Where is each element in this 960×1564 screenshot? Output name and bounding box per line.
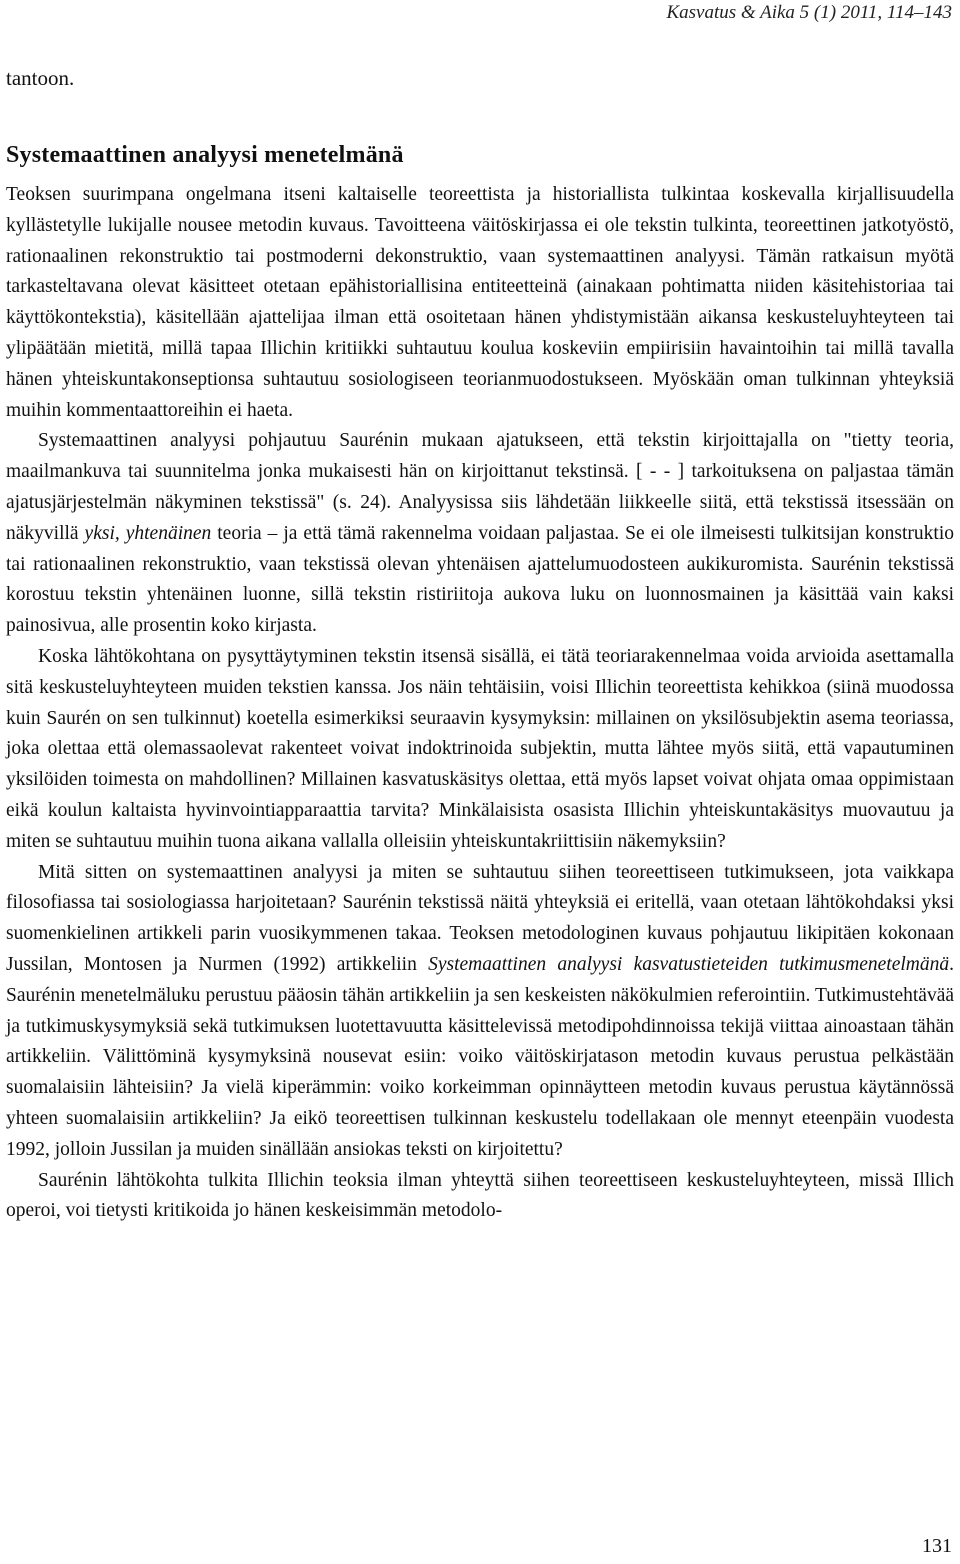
paragraph-4 xyxy=(6,858,954,1166)
paragraph-2-part-a: Systemaattinen analyysi pohjautuu Saurénin mukaan ajatukseen, että tekstin kirjoittajalla on "tietty teoria, maailmankuva tai suunnitelma jonka mukaisesti hän on kirjoittanut tekstinsä. [ - - ] tarkoituksena on paljastaa tämän ajatusjärjestelmän näkyminen tekstissä" (s. 24). Analyysissa siis lähdetään liikkeelle siitä, että tekstissä itsessään on näkyvillä xyxy=(6,430,954,544)
paragraph-4-part-b: . Saurénin menetelmäluku perustuu pääosin tähän artikkeliin ja sen keskeisten näkökulmien referointiin. Tutkimustehtävää ja tutkimuskysymyksiä sekä tutkimuksen luotettavuutta käsittelevissä metodipohdinnoissa tekijä viittaa ainoastaan tähän artikkeliin. Välittöminä kysymyksinä nousevat esiin: voiko väitöskirjatason metodin kuvaus perustua pelkästään suomalaisiin lähteisiin? Ja vielä kiperämmin: voiko korkeimman opinnäytteen metodin kuvaus perustua käytännössä yhteen suomalaisiin artikkeliin? Ja eikö teoreettisen tulkinnan keskustelu todellakaan ole mennyt eteenpäin vuodesta 1992, jolloin Jussilan ja muiden sinällään ansiokas teksti on kirjoitettu? xyxy=(6,953,954,1160)
section-heading: Systemaattinen analyysi menetelmänä xyxy=(6,142,404,168)
paragraph-1: Teoksen suurimpana ongelmana itseni kaltaiselle teoreettista ja historiallista tulkintaa koskevalla kirjallisuudella kyllästetylle lukijalle nousee metodin kuvaus. Tavoitteena väitöskirjassa ei ole tekstin tulkinta, teoreettinen jatkotyöstö, rationaalinen rekonstruktio tai postmoderni dekonstruktio, vaan systemaattinen analyysi. Tämän ratkaisun myötä tarkasteltavana olevat käsitteet otetaan epähistoriallisina entiteetteinä (ainakaan pohtimatta niiden käsitehistoriaa tai käyttökontekstia), käsitellään ajattelijaa ilman että osoitetaan hänen yhdistymistään aikansa keskusteluyhteyteen tai ylipäätään mietitä, millä tapaa Illichin kritiikki suhtautuu koulua koskeviin empiirisiin havaintoihin tai millä tavalla hänen yhteiskuntakonseptionsa suhtautuu sosiologiseen teorianmuodostukseen. Myöskään oman tulkinnan yhteyksiä muihin kommentaattoreihin ei haeta. xyxy=(6,184,954,421)
cited-article-title: Systemaattinen analyysi kasvatustieteiden tutkimusmenetelmänä xyxy=(428,953,950,975)
paragraph-5: Saurénin lähtökohta tulkita Illichin teoksia ilman yhteyttä siihen teoreettiseen keskusteluyhteyteen, missä Illich operoi, voi tietysti kritikoida jo hänen keskeisimmän metodolo- xyxy=(6,1169,954,1222)
page-number: 131 xyxy=(922,1535,952,1557)
continued-text: tantoon. xyxy=(6,66,75,90)
emphasis-text: yksi, yhtenäinen xyxy=(84,522,212,544)
paragraph-2-part-b: teoria – ja että tämä rakennelma voidaan paljastaa. Se ei ole ilmeisesti tulkitsijan konstruktio tai rationaalinen rekonstruktio, vaan tekstissä olevan yhtenäisen ajattelumuodosteen aukikuromista. Saurénin tekstissä korostuu tekstin yhtenäinen luonne, sillä tekstin ristiriitoja aukova luku on luonnosmainen ja käsittää vain kaksi painosivua, alle prosentin koko kirjasta. xyxy=(6,522,954,637)
paragraph-2 xyxy=(6,426,954,642)
article-body xyxy=(6,180,954,1227)
journal-header: Kasvatus & Aika 5 (1) 2011, 114–143 xyxy=(666,2,952,23)
paragraph-4-part-a: Mitä sitten on systemaattinen analyysi ja miten se suhtautuu siihen teoreettiseen tutkimukseen, jota vaikkapa filosofiassa tai sosiologiassa harjoitetaan? Saurénin tekstissä näitä yhteyksiä ei eritellä, vaan otetaan lähtökohdaksi yksi suomenkielinen artikkeli parin vuosikymmenen takaa. Teoksen metodologinen kuvaus pohjautuu likipitäen kokonaan Jussilan, Montosen ja Nurmen (1992) artikkeliin xyxy=(6,861,954,975)
paragraph-3: Koska lähtökohtana on pysyttäytyminen tekstin itsensä sisällä, ei tätä teoriarakennelmaa voida arvioida asettamalla sitä keskusteluyhteyteen muiden tekstien kanssa. Jos näin tehtäisiin, voisi Illichin teoreettista kehikkoa (siinä muodossa kuin Saurén on sen tulkinnut) koetella esimerkiksi seuraavin kysymyksin: millainen on yksilösubjektin asema teoriassa, joka olettaa että olemassaolevat rakenteet voivat indoktrinoida subjektin, mutta lähtee myös siitä, että vapautuminen yksilöiden toimesta on mahdollinen? Millainen kasvatuskäsitys olettaa, että myös lapset voivat ohjata omaa oppimistaan eikä koulun kaltaista hyvinvointiapparaattia tarvita? Minkälaisista osasista Illichin yhteiskuntakäsitys muovautuu ja miten se suhtautuu muihin tuona aikana vallalla olleisiin yhteiskuntakriittisiin näkemyksiin? xyxy=(6,645,954,852)
